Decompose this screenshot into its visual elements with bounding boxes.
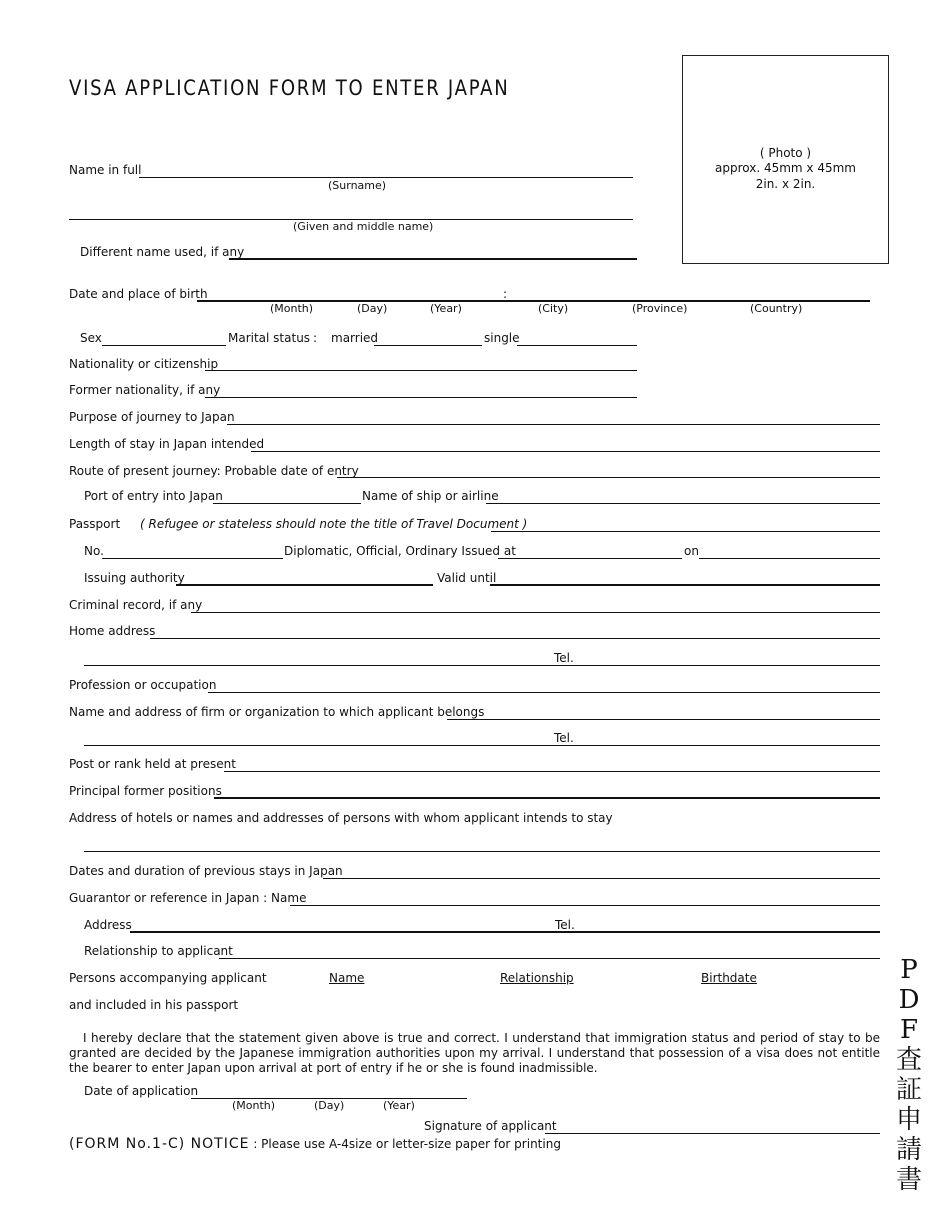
guarantor-address-label: Address — [84, 918, 132, 932]
post-rank-label: Post or rank held at present — [69, 757, 236, 771]
issuing-authority-label: Issuing authority — [84, 571, 185, 585]
birth-day-hint: (Day) — [357, 302, 388, 315]
home-address-field[interactable] — [150, 638, 880, 639]
criminal-record-field[interactable] — [191, 612, 880, 613]
birth-year-hint: (Year) — [430, 302, 462, 315]
declaration-text: I hereby declare that the statement given above is true and correct. I understand that immigration status and period of stay to be granted are decided by the Japanese immigration authorities upon my arrival. I understand that possession of a visa does not entitle the bearer to enter Japan upon arrival at port of entry if he or she is found inadmissible. — [69, 1031, 880, 1075]
former-positions-label: Principal former positions — [69, 784, 222, 798]
surname-hint: (Surname) — [328, 179, 387, 192]
passport-label: Passport — [69, 517, 121, 531]
birth-month-hint: (Month) — [270, 302, 314, 315]
port-of-entry-field[interactable] — [213, 503, 361, 504]
guarantor-tel-label: Tel. — [555, 918, 575, 932]
route-label: Route of present journey: Probable date of entry — [69, 464, 359, 478]
signature-label: Signature of applicant — [424, 1119, 557, 1133]
length-of-stay-label: Length of stay in Japan intended — [69, 437, 265, 451]
length-of-stay-field[interactable] — [251, 451, 880, 452]
accompany-name-header: Name — [329, 971, 365, 985]
name-in-full-label: Name in full — [69, 163, 142, 177]
criminal-record-label: Criminal record, if any — [69, 598, 203, 612]
previous-stays-field[interactable] — [323, 878, 880, 879]
married-field[interactable] — [374, 345, 482, 346]
marital-colon: : — [313, 331, 318, 345]
valid-until-label: Valid until — [437, 571, 497, 585]
side-char: F — [899, 1015, 919, 1045]
side-char: D — [898, 985, 920, 1015]
passport-no-label: No. — [84, 544, 104, 558]
home-address-field-2[interactable] — [84, 665, 880, 666]
photo-size-in: 2in. x 2in. — [755, 177, 816, 191]
sex-field[interactable] — [102, 345, 226, 346]
photo-size-mm: approx. 45mm x 45mm — [715, 161, 856, 175]
form-title: VISA APPLICATION FORM TO ENTER JAPAN — [69, 76, 510, 100]
single-label: single — [484, 331, 520, 345]
purpose-label: Purpose of journey to Japan — [69, 410, 235, 424]
photo-label: ( Photo ) — [759, 146, 812, 160]
birth-label: Date and place of birth — [69, 287, 208, 301]
married-label: married — [331, 331, 379, 345]
included-passport-label: and included in his passport — [69, 998, 239, 1012]
given-name-hint: (Given and middle name) — [293, 220, 434, 233]
side-char: 証 — [895, 1075, 922, 1105]
surname-field[interactable] — [139, 177, 633, 178]
different-name-field[interactable] — [229, 258, 637, 260]
side-char: P — [900, 955, 918, 985]
marital-status-label: Marital status — [228, 331, 311, 345]
profession-field[interactable] — [208, 692, 880, 693]
app-day-hint: (Day) — [314, 1099, 345, 1112]
issued-on-label: on — [684, 544, 699, 558]
nationality-label: Nationality or citizenship — [69, 357, 219, 371]
ship-airline-field[interactable] — [486, 503, 880, 504]
different-name-label: Different name used, if any — [80, 245, 245, 259]
ship-airline-label: Name of ship or airline — [362, 489, 499, 503]
signature-field[interactable] — [545, 1133, 880, 1134]
birth-province-hint: (Province) — [632, 302, 688, 315]
accompany-birthdate-header: Birthdate — [701, 971, 757, 985]
accompany-relationship-header: Relationship — [500, 971, 574, 985]
profession-label: Profession or occupation — [69, 678, 217, 692]
photo-box — [682, 55, 889, 264]
date-of-application-label: Date of application — [84, 1084, 199, 1098]
single-field[interactable] — [517, 345, 637, 346]
passport-type-label: Diplomatic, Official, Ordinary Issued at — [284, 544, 516, 558]
footer-notice — [69, 1137, 561, 1151]
firm-field-2[interactable] — [84, 745, 880, 746]
firm-field[interactable] — [447, 719, 880, 720]
guarantor-label: Guarantor or reference in Japan : Name — [69, 891, 307, 905]
issuing-authority-field[interactable] — [176, 584, 433, 586]
firm-tel-label: Tel. — [554, 731, 574, 745]
side-char: 申 — [895, 1105, 922, 1135]
purpose-field[interactable] — [227, 424, 880, 425]
hotels-field[interactable] — [84, 851, 880, 852]
sex-label: Sex — [80, 331, 102, 345]
relationship-label: Relationship to applicant — [84, 944, 233, 958]
birth-city-hint: (City) — [538, 302, 569, 315]
issued-on-field[interactable] — [699, 558, 880, 559]
route-field[interactable] — [337, 477, 880, 478]
side-char: 査 — [895, 1045, 922, 1075]
relationship-field[interactable] — [219, 958, 880, 959]
side-label — [893, 955, 925, 1195]
former-nationality-label: Former nationality, if any — [69, 383, 221, 397]
former-nationality-field[interactable] — [205, 397, 637, 398]
firm-label: Name and address of firm or organization to which applicant belongs — [69, 705, 485, 719]
valid-until-field[interactable] — [490, 584, 880, 586]
app-month-hint: (Month) — [232, 1099, 276, 1112]
side-char: 請 — [895, 1135, 922, 1165]
port-of-entry-label: Port of entry into Japan — [84, 489, 223, 503]
previous-stays-label: Dates and duration of previous stays in Japan — [69, 864, 343, 878]
birth-colon: : — [503, 287, 508, 301]
home-address-label: Home address — [69, 624, 156, 638]
guarantor-name-field[interactable] — [290, 905, 880, 906]
side-char: 書 — [895, 1165, 922, 1195]
app-year-hint: (Year) — [383, 1099, 415, 1112]
home-tel-label: Tel. — [554, 651, 574, 665]
guarantor-address-field[interactable] — [130, 931, 880, 933]
notice-text: : Please use A-4size or letter-size paper for printing — [253, 1137, 561, 1151]
hotels-label: Address of hotels or names and addresses of persons with whom applicant intends to stay — [69, 811, 613, 825]
passport-no-field[interactable] — [102, 558, 283, 559]
passport-note: ( Refugee or stateless should note the title of Travel Document ) — [140, 517, 528, 531]
form-number: (FORM No.1-C) NOTICE — [69, 1136, 250, 1152]
former-positions-field[interactable] — [214, 797, 880, 799]
birth-country-hint: (Country) — [750, 302, 803, 315]
nationality-field[interactable] — [205, 370, 637, 371]
issued-at-field[interactable] — [498, 558, 682, 559]
passport-field[interactable] — [491, 531, 880, 532]
post-rank-field[interactable] — [224, 771, 880, 772]
persons-accompanying-label: Persons accompanying applicant — [69, 971, 267, 985]
